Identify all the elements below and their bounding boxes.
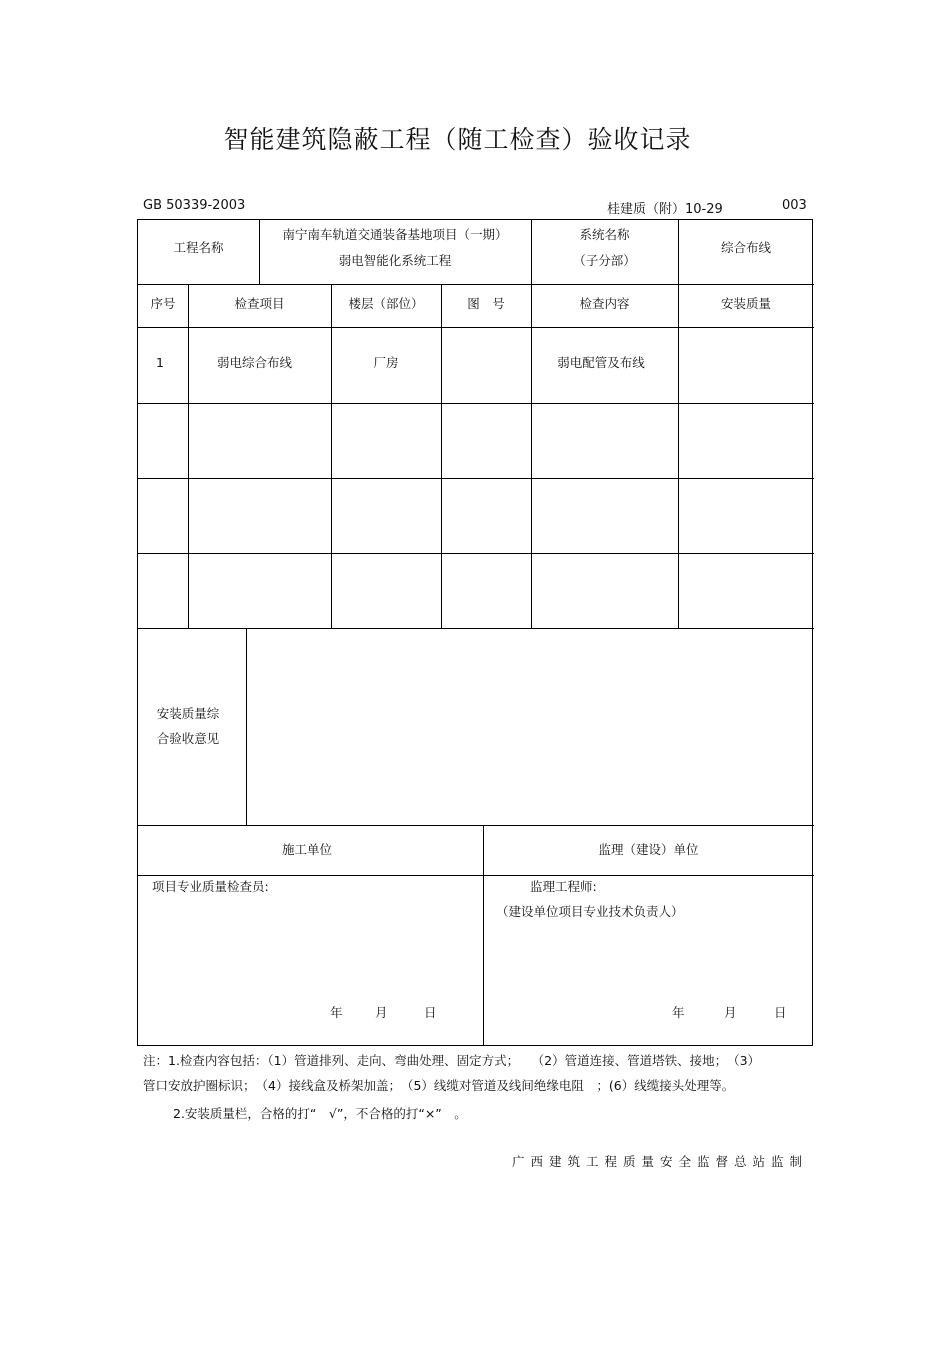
system-name-label: 系统名称 bbox=[579, 227, 630, 242]
issuer-footer: 广西建筑工程质量安全监督总站监制 bbox=[511, 1154, 808, 1169]
supervisor-label: 监理工程师: bbox=[530, 879, 597, 894]
column-header-content: 检查内容 bbox=[579, 296, 630, 311]
construction-year: 年 bbox=[330, 1005, 343, 1020]
row-1-item: 弱电综合布线 bbox=[216, 355, 292, 370]
supervision-month: 月 bbox=[724, 1005, 737, 1020]
opinion-label-line1: 安装质量综 bbox=[156, 706, 220, 721]
note-line-3: 2.安装质量栏，合格的打“ √”，不合格的打“×” 。 bbox=[173, 1106, 467, 1121]
project-name-label: 工程名称 bbox=[173, 240, 224, 255]
serial-number: 003 bbox=[782, 198, 807, 213]
construction-day: 日 bbox=[424, 1005, 437, 1020]
column-header-floor: 楼层（部位） bbox=[348, 296, 424, 311]
standard-code: GB 50339-2003 bbox=[143, 198, 246, 213]
project-name-line1: 南宁南车轨道交通装备基地项目（一期） bbox=[282, 227, 508, 242]
supervision-day: 日 bbox=[774, 1005, 787, 1020]
form-code: 桂建质（附）10-29 bbox=[607, 202, 723, 217]
row-1-content: 弱电配管及布线 bbox=[557, 355, 645, 370]
subdivision-label: （子分部） bbox=[573, 253, 636, 268]
column-header-item: 检查项目 bbox=[234, 296, 285, 311]
record-table bbox=[137, 219, 813, 1046]
supervisor-sub-label: （建设单位项目专业技术负责人） bbox=[496, 904, 684, 919]
note-line-2: 管口安放护圈标识； （4）接线盒及桥架加盖； （5）线缆对管道及线间绝缘电阻 ；(6）线缆接头处理等。 bbox=[143, 1078, 735, 1093]
opinion-label-line2: 合验收意见 bbox=[156, 731, 220, 746]
inspector-label: 项目专业质量检查员: bbox=[152, 879, 269, 894]
column-header-quality: 安装质量 bbox=[720, 296, 771, 311]
supervision-year: 年 bbox=[672, 1005, 685, 1020]
supervision-unit-label: 监理（建设）单位 bbox=[598, 842, 699, 857]
note-line-1: 注：1.检查内容包括：（1）管道排列、走向、弯曲处理、固定方式； （2）管道连接、管道塔铁、接地； （3） bbox=[143, 1053, 761, 1068]
system-name-value: 综合布线 bbox=[720, 240, 771, 255]
column-header-no: 序号 bbox=[150, 296, 176, 311]
construction-unit-label: 施工单位 bbox=[281, 842, 332, 857]
row-1-floor: 厂房 bbox=[373, 355, 399, 370]
page-title: 智能建筑隐蔽工程（随工检查）验收记录 bbox=[223, 125, 692, 154]
construction-month: 月 bbox=[375, 1005, 388, 1020]
column-header-drawing: 图 号 bbox=[467, 296, 505, 311]
project-name-line2: 弱电智能化系统工程 bbox=[338, 253, 452, 268]
row-1-no: 1 bbox=[156, 355, 164, 370]
